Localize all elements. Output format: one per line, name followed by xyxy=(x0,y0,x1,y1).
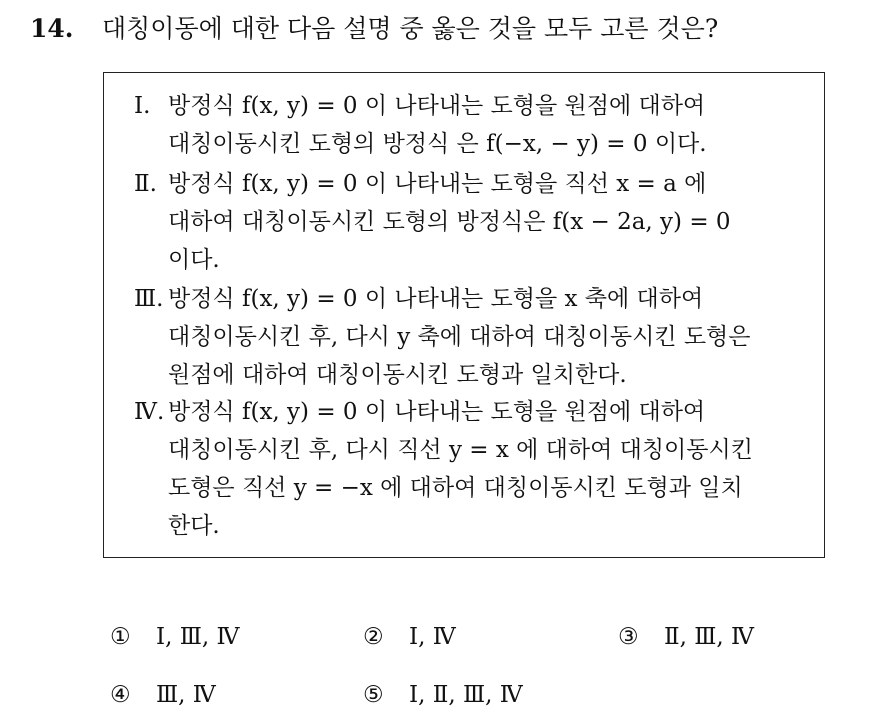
statements-box xyxy=(103,72,825,558)
statement-line: 방정식 f(x, y) = 0 이 나타내는 도형을 원점에 대하여 xyxy=(168,399,706,425)
choice-text: Ⅰ, Ⅱ, Ⅲ, Ⅳ xyxy=(409,682,523,708)
statement-label: Ⅳ. xyxy=(134,399,165,425)
statement-line: 도형은 직선 y = −x 에 대하여 대칭이동시킨 도형과 일치 xyxy=(168,475,743,501)
statement-1 xyxy=(134,87,806,163)
question-text: 대칭이동에 대한 다음 설명 중 옳은 것을 모두 고른 것은? xyxy=(102,14,719,43)
question-header xyxy=(30,14,718,44)
statement-line: 원점에 대하여 대칭이동시킨 도형과 일치한다. xyxy=(168,362,627,388)
statement-label: Ⅲ. xyxy=(134,286,164,312)
statement-label: Ⅱ. xyxy=(134,171,157,197)
choice-text: Ⅰ, Ⅳ xyxy=(409,624,456,650)
statement-label: Ⅰ. xyxy=(134,93,151,119)
choice-text: Ⅱ, Ⅲ, Ⅳ xyxy=(664,624,755,650)
statement-3 xyxy=(134,280,806,394)
choice-1[interactable] xyxy=(110,622,240,652)
statement-line: 방정식 f(x, y) = 0 이 나타내는 도형을 직선 x = a 에 xyxy=(168,171,707,197)
statement-line: 대칭이동시킨 후, 다시 직선 y = x 에 대하여 대칭이동시킨 xyxy=(168,437,753,463)
choice-4[interactable] xyxy=(110,680,216,710)
choice-text: Ⅰ, Ⅲ, Ⅳ xyxy=(156,624,240,650)
choice-number: ③ xyxy=(618,624,639,650)
choice-5[interactable] xyxy=(363,680,523,710)
statement-line: 한다. xyxy=(168,513,220,539)
choice-number: ① xyxy=(110,624,131,650)
statement-line: 방정식 f(x, y) = 0 이 나타내는 도형을 원점에 대하여 xyxy=(168,93,706,119)
question-number: 14. xyxy=(30,14,74,43)
statement-line: 방정식 f(x, y) = 0 이 나타내는 도형을 x 축에 대하여 xyxy=(168,286,704,312)
choice-2[interactable] xyxy=(363,622,456,652)
choice-number: ② xyxy=(363,624,384,650)
statement-line: 대칭이동시킨 후, 다시 y 축에 대하여 대칭이동시킨 도형은 xyxy=(168,324,751,350)
statement-line: 대칭이동시킨 도형의 방정식 은 f(−x, − y) = 0 이다. xyxy=(168,131,707,157)
statement-line: 이다. xyxy=(168,247,220,273)
choice-number: ⑤ xyxy=(363,682,384,708)
choice-number: ④ xyxy=(110,682,131,708)
answer-choices xyxy=(110,622,850,712)
choice-text: Ⅲ, Ⅳ xyxy=(156,682,216,708)
choice-3[interactable] xyxy=(618,622,754,652)
statement-2 xyxy=(134,165,806,279)
statement-line: 대하여 대칭이동시킨 도형의 방정식은 f(x − 2a, y) = 0 xyxy=(168,209,731,235)
statement-4 xyxy=(134,393,806,545)
